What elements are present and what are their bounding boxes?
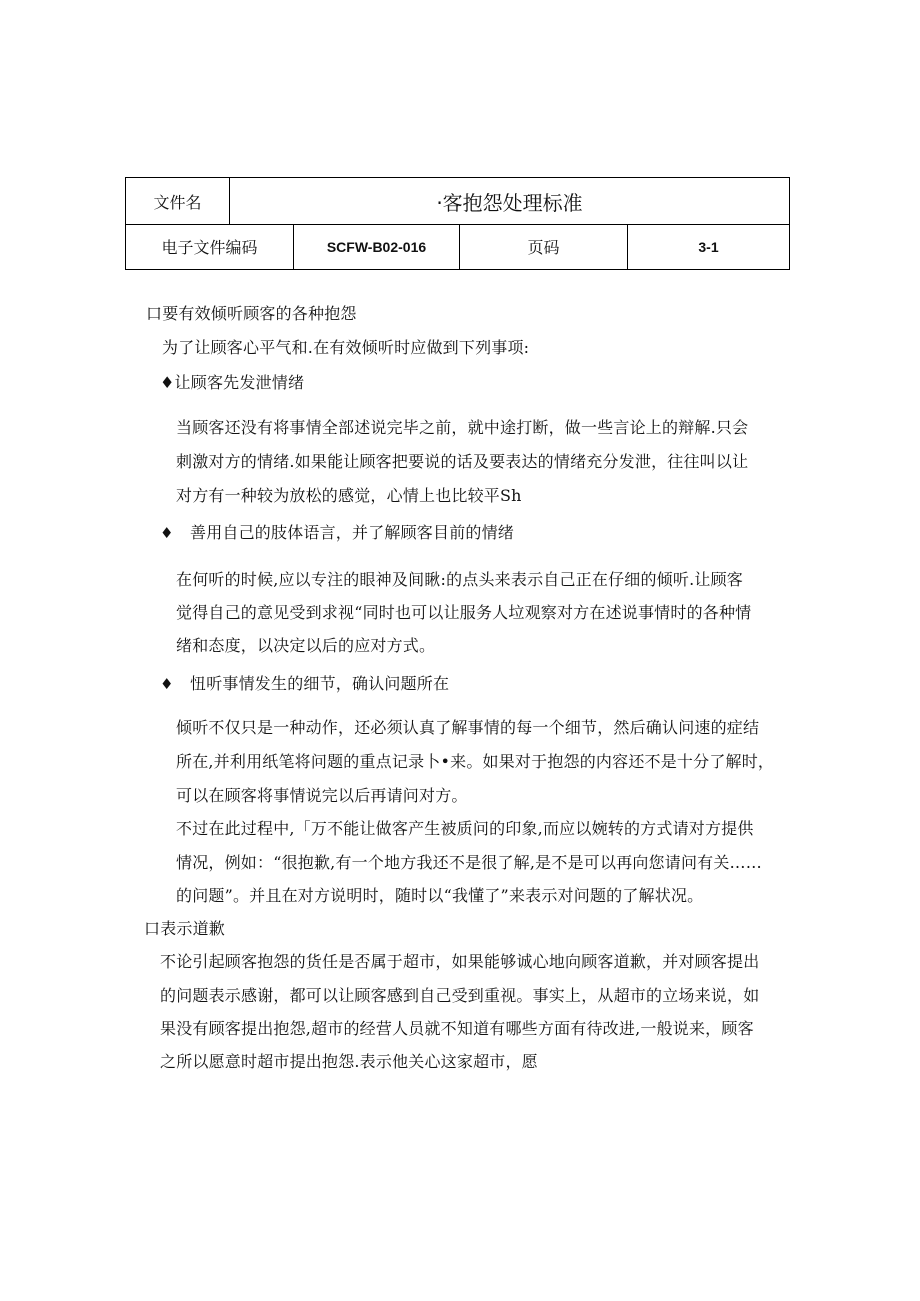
diamond-bullet-icon: ♦: [160, 524, 174, 542]
section2-heading: 口表示道歉: [144, 919, 226, 938]
section2-line: 之所以愿意时超市提出抱怨.表示他关心这家超市，愿: [160, 1052, 538, 1071]
section2-line: 的问题表示感谢，都可以让顾客感到自己受到重视。事实上，从超市的立场来说，如: [160, 986, 760, 1005]
item1-line: 对方有一种较为放松的感觉，心情上也比较平Sh: [176, 486, 522, 505]
item2-line: 绪和态度，以决定以后的应对方式。: [176, 636, 436, 655]
item3-line: 倾听不仅只是一种动作，还必须认真了解事情的每一个细节，然后确认问速的症结: [176, 718, 760, 737]
diamond-bullet-icon: ♦: [160, 675, 174, 693]
item1-line: 当顾客还没有将事情全部述说完毕之前，就中途打断，做一些言论上的辩解.只会: [176, 418, 749, 437]
item3-line: 不过在此过程中,「万不能让做客产生被质问的印象,而应以婉转的方式请对方提供: [176, 819, 754, 838]
item2-line: 在何听的时候,应以专注的眼神及间瞅:的点头来表示自己正在仔细的倾听.让顾客: [176, 570, 743, 589]
section2-line: 不论引起顾客抱怨的货任是否属于超市，如果能够诚心地向顾客道歉，并对顾客提出: [160, 952, 760, 971]
item3-line: 可以在顾客将事情说完以后再请问对方。: [176, 786, 468, 805]
item2-heading: 善用自己的肢体语言，并了解顾客目前的情绪: [190, 523, 515, 542]
section1-heading: 口要有效倾听顾客的各种抱怨: [146, 304, 357, 323]
page-label: 页码: [460, 224, 628, 269]
item3-line: 所在,并利用纸笔将问题的重点记录卜•来。如果对于抱怨的内容还不是十分了解时，: [176, 752, 775, 771]
section1-intro: 为了让顾客心平气和.在有效倾听时应做到下列事项:: [162, 338, 530, 357]
header-row-1: [126, 178, 789, 225]
page-value: 3-1: [698, 238, 719, 255]
item3-line: 情况，例如：“很抱歉,有一个地方我还不是很了解,是不是可以再向您请问有关……: [176, 853, 762, 872]
document-header-table: [125, 177, 790, 270]
item3-heading: 忸听事情发生的细节，确认问题所在: [190, 674, 450, 693]
item2-line: 觉得自己的意见受到求视“同时也可以让服务人垃观察对方在述说事情时的各种情: [176, 603, 752, 622]
document-title: ·客抱怨处理标准: [436, 190, 583, 215]
file-name-label: 文件名: [126, 178, 230, 224]
section2-line: 果没有顾客提出抱怨,超市的经营人员就不知道有哪些方面有待改进,一般说来，顾客: [160, 1019, 754, 1038]
item3-line: 的问题”。并且在对方说明时，随时以“我懂了”来表示对问题的了解状况。: [176, 886, 704, 905]
item1-heading: ♦让顾客先发泄情绪: [160, 373, 305, 392]
code-label: 电子文件编码: [126, 224, 294, 269]
item1-line: 刺激对方的情绪.如果能让顾客把要说的话及要表达的情绪充分发泄，往往叫以让: [176, 452, 749, 471]
header-row-2: [126, 224, 789, 269]
code-value: SCFW-B02-016: [294, 224, 460, 269]
